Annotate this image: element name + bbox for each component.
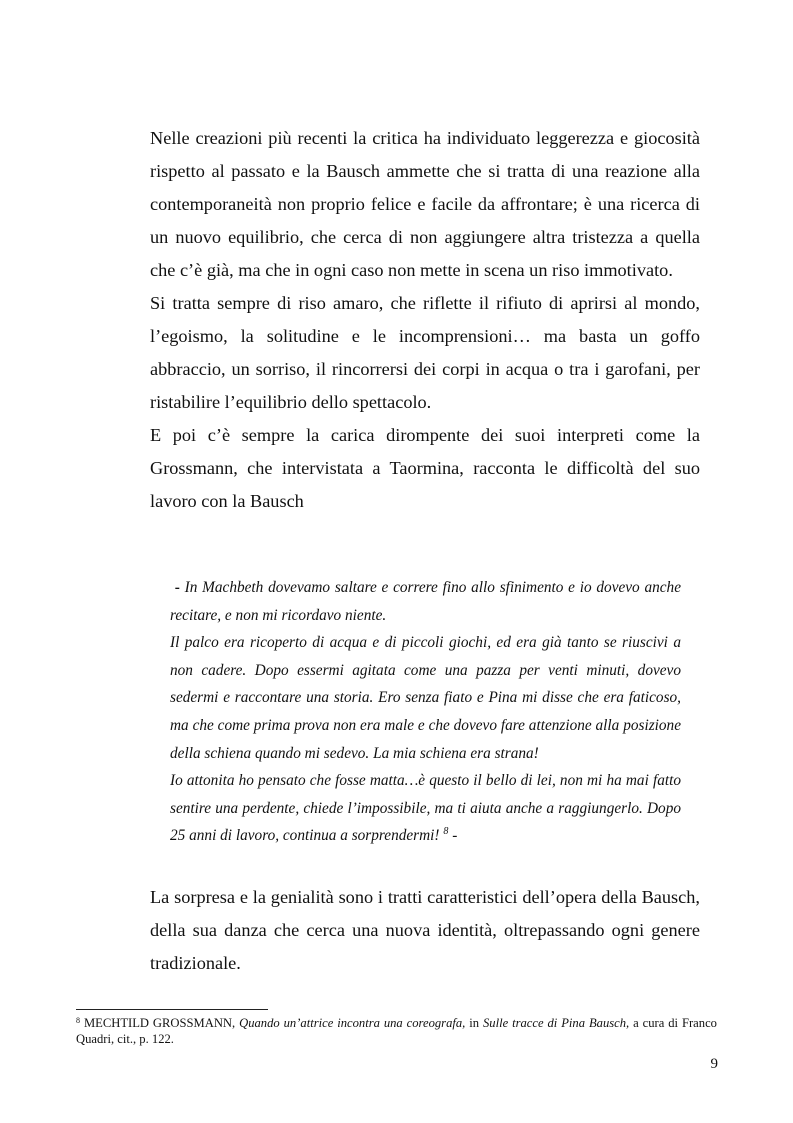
paragraph-surprise: La sorpresa e la genialità sono i tratti caratteristici dell’opera della Bausch, della sua danza che cerca una nuova identità, oltrepassando ogni genere tradizionale.	[150, 887, 700, 973]
quote-line-3	[170, 767, 681, 850]
footnote	[76, 1015, 717, 1047]
quote-text-3: Io attonita ho pensato che fosse matta…è questo il bello di lei, non mi ha mai fatto sentire una perdente, chiede l’impossibile, ma ti aiuta anche a raggiungerlo. Dopo 25 anni di lavoro, continua a sorprendermi!	[170, 772, 681, 845]
footnote-rest: a cura di Franco Quadri, cit., p. 122.	[76, 1016, 717, 1046]
paragraph-lightness: Nelle creazioni più recenti la critica ha individuato leggerezza e giocosità rispetto al passato e la Bausch ammette che si tratta di una reazione alla contemporaneità non proprio felice e facile da affrontare; è una ricerca di un nuovo equilibrio, che cerca di non aggiungere altra tristezza a quella che c’è già, ma che in ogni caso non mette in scena un riso immotivato.	[150, 128, 700, 280]
quote-open-dash: -	[174, 579, 180, 596]
footnote-number: 8	[76, 1016, 80, 1025]
footnote-in: in	[469, 1016, 480, 1030]
footnote-book: Sulle tracce di Pina Bausch,	[482, 1016, 630, 1030]
footnote-author: MECHTILD GROSSMANN,	[83, 1016, 236, 1030]
quote-text-1: In Machbeth dovevamo saltare e correre fino allo sfinimento e io dovevo anche recitare, e non mi ricordavo niente.	[170, 579, 681, 624]
quote-line-1	[170, 574, 681, 629]
closing-text	[150, 881, 700, 980]
footnote-reference[interactable]: 8	[443, 826, 449, 838]
footnote-title: Quando un’attrice incontra una coreografa,	[239, 1016, 466, 1030]
footnote-separator	[76, 1009, 268, 1010]
paragraph-interpreters: E poi c’è sempre la carica dirompente dei suoi interpreti come la Grossmann, che intervistata a Taormina, racconta le difficoltà del suo lavoro con la Bausch	[150, 425, 700, 511]
main-text	[150, 122, 700, 518]
quote-line-2: Il palco era ricoperto di acqua e di piccoli giochi, ed era già tanto se riuscivi a non cadere. Dopo essermi agitata come una pazza per venti minuti, dovevo sedermi e raccontare una storia. Ero senza fiato e Pina mi disse che era faticoso, ma che come prima prova non era male e che dovevo fare attenzione alla posizione della schiena quando mi sedevo. La mia schiena era strana!	[170, 634, 681, 762]
interview-quote	[170, 574, 681, 850]
page-number: 9	[710, 1056, 718, 1072]
quote-close-dash: -	[452, 827, 458, 845]
paragraph-bitter-laughter: Si tratta sempre di riso amaro, che riflette il rifiuto di aprirsi al mondo, l’egoismo, la solitudine e le incomprensioni… ma basta un goffo abbraccio, un sorriso, il rincorrersi dei corpi in acqua o tra i garofani, per ristabilire l’equilibrio dello spettacolo.	[150, 293, 700, 412]
